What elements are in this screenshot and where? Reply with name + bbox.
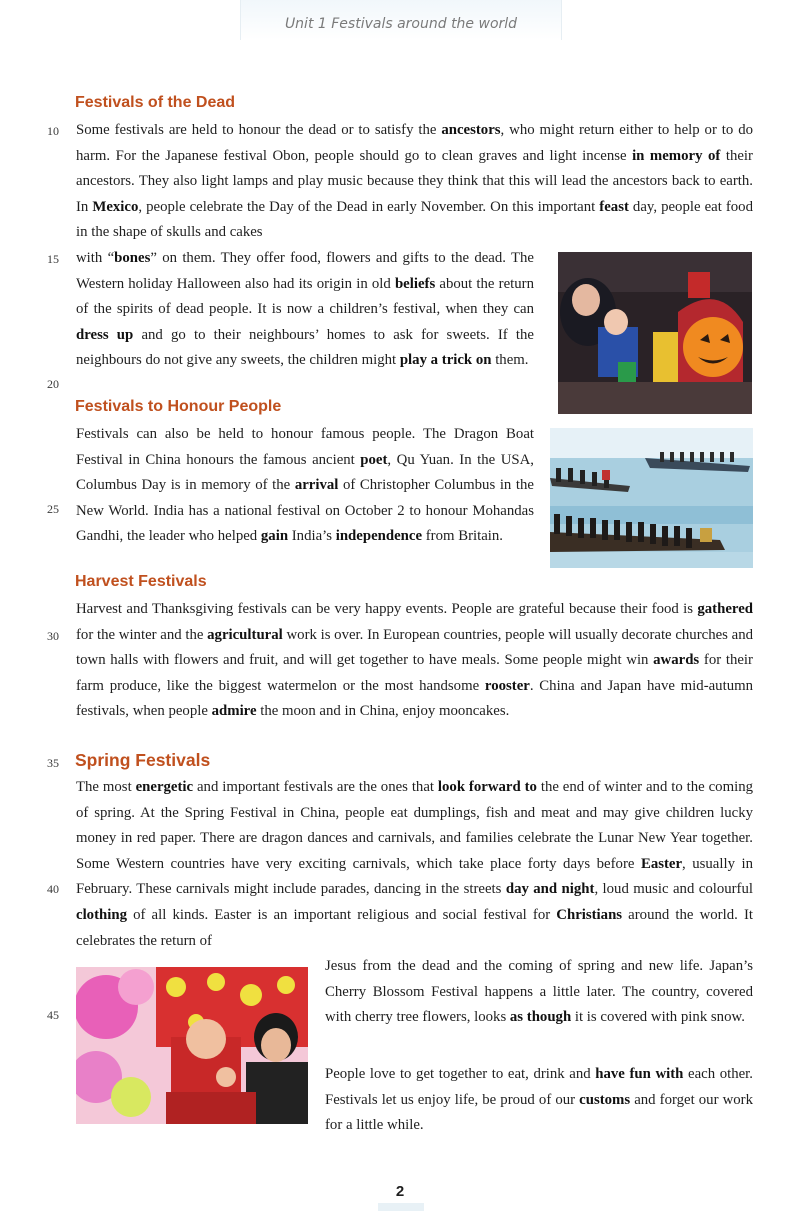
paragraph (76, 118, 753, 246)
keyword: customs (579, 1091, 631, 1108)
text-run: Harvest and Thanksgiving festivals can be very happy events. People are grateful because their food is (76, 601, 698, 617)
text-run: . China and Japan have mid-autumn festivals, when people (76, 677, 754, 720)
keyword: have fun with (595, 1066, 684, 1082)
text-run: , loud music and colourful (594, 881, 753, 898)
keyword: look forward to (437, 779, 537, 795)
text-run: day, people eat food in the shape of skulls and cakes (76, 198, 753, 241)
text-run: of all kinds. Easter is an important religious and social festival for (126, 906, 557, 923)
line-number: 35 (47, 756, 59, 770)
line-number: 20 (47, 377, 59, 391)
keyword: Christians (556, 906, 623, 923)
section-heading-harvest-festivals: Harvest Festivals (75, 573, 207, 590)
text-run: them. (491, 352, 529, 369)
line-number: 25 (47, 502, 59, 516)
text-run: Festivals can also be held to honour famous people. The Dragon Boat Festival in China honours the famous ancient (76, 426, 534, 468)
text-run: of Christopher Columbus in the New World. India has a national festival on October 2 to honour Mohandas Gandhi, the leader who helped (76, 477, 535, 545)
keyword: in memory of (632, 147, 721, 164)
spring-festival-photo (76, 967, 308, 1124)
running-header: Unit 1 Festivals around the world (284, 16, 518, 32)
text-run: work is over. In European countries, people will usually decorate churches and town halls with flowers and fruit, and will get together to have meals. Some people might win (76, 626, 753, 669)
keyword: dress up (76, 326, 134, 343)
keyword: ancestors (441, 122, 501, 138)
text-run: , people celebrate the Day of the Dead in early November. On this important (138, 198, 600, 215)
dragon-boat-photo (550, 428, 753, 568)
keyword: energetic (135, 779, 194, 795)
text-run: Some festivals are held to honour the dead or to satisfy the (76, 122, 442, 138)
page-number: 2 (395, 1183, 405, 1200)
paragraph (76, 775, 753, 954)
text-run: , usually in February. These carnivals might include parades, dancing in the streets (76, 855, 753, 898)
text-run: and important festivals are the ones that (193, 779, 438, 795)
text-run: India’s (288, 528, 336, 545)
paragraph (76, 597, 753, 725)
keyword: feast (599, 198, 629, 215)
text-run: , who might return either to help or to do harm. For the Japanese festival Obon, people should go to clean graves and light incense (76, 122, 753, 164)
line-number: 45 (47, 1008, 59, 1022)
keyword: rooster (484, 677, 530, 694)
text-run: the end of winter and to the coming of spring. At the Spring Festival in China, people eat dumplings, fish and meat and may give children lucky money in red paper. There are dragon dances and carnivals, and families celebrate the Lunar New Year together. Some Western countries have very exciting carnivals, which take place forty days before (76, 779, 753, 872)
text-run: People love to get together to eat, drink and (325, 1066, 596, 1082)
keyword: awards (653, 652, 700, 669)
header-band (240, 0, 562, 40)
text-run: from Britain. (422, 528, 504, 545)
line-number: 10 (47, 124, 59, 138)
keyword: Easter (640, 855, 683, 872)
paragraph (325, 1062, 753, 1139)
keyword: clothing (76, 906, 127, 923)
text-run: their ancestors. They also light lamps and play music because they think that this will lead the ancestors back to earth. In (76, 147, 753, 215)
text-run: ” on them. They offer food, flowers and gifts to the dead. The Western holiday Halloween also had its origin in old (76, 250, 534, 292)
keyword: play a trick on (399, 352, 492, 369)
text-run: for the winter and the (76, 626, 208, 643)
text-run: it is covered with pink snow. (571, 1009, 745, 1026)
text-run: the moon and in China, enjoy mooncakes. (256, 703, 510, 720)
keyword: day and night (505, 881, 595, 898)
keyword: poet (360, 451, 388, 468)
text-run: around the world. It celebrates the return of (76, 906, 753, 949)
text-run: and forget our work for a little while. (325, 1091, 754, 1134)
keyword: bones (114, 250, 151, 266)
text-run: , Qu Yuan. In the USA, Columbus Day is in memory of the (76, 451, 535, 494)
paragraph (76, 246, 534, 374)
keyword: Mexico (92, 198, 139, 215)
keyword: gathered (697, 601, 753, 617)
line-number: 40 (47, 882, 59, 896)
line-number: 15 (47, 252, 59, 266)
keyword: admire (211, 703, 257, 720)
keyword: agricultural (207, 626, 283, 643)
keyword: as though (509, 1009, 572, 1026)
section-heading-spring-festivals: Spring Festivals (75, 750, 211, 770)
keyword: gain (260, 528, 289, 545)
line-number: 30 (47, 629, 59, 643)
text-run: Jesus from the dead and the coming of spring and new life. Japan’s Cherry Blossom Festival happens a little later. The country, covered with cherry tree flowers, looks (325, 958, 753, 1026)
text-run: The most (76, 779, 136, 795)
section-heading-festivals-of-the-dead: Festivals of the Dead (75, 94, 236, 111)
text-run: each other. Festivals let us enjoy life, be proud of our (325, 1066, 753, 1108)
text-run: with “ (76, 250, 115, 266)
keyword: beliefs (394, 275, 436, 292)
halloween-photo (558, 252, 752, 414)
paragraph (76, 422, 534, 550)
text-run: and go to their neighbours’ homes to ask for sweets. If the neighbours do not give any sweets, the children might (76, 326, 534, 369)
text-run: for their farm produce, like the biggest watermelon or the most handsome (76, 652, 753, 694)
text-run: about the return of the spirits of dead people. It is now a children’s festival, when they can (76, 275, 534, 318)
paragraph (325, 954, 753, 1031)
footer-band (378, 1203, 424, 1211)
keyword: independence (335, 528, 423, 545)
section-heading-festivals-to-honour-people: Festivals to Honour People (75, 398, 282, 415)
keyword: arrival (294, 477, 339, 494)
